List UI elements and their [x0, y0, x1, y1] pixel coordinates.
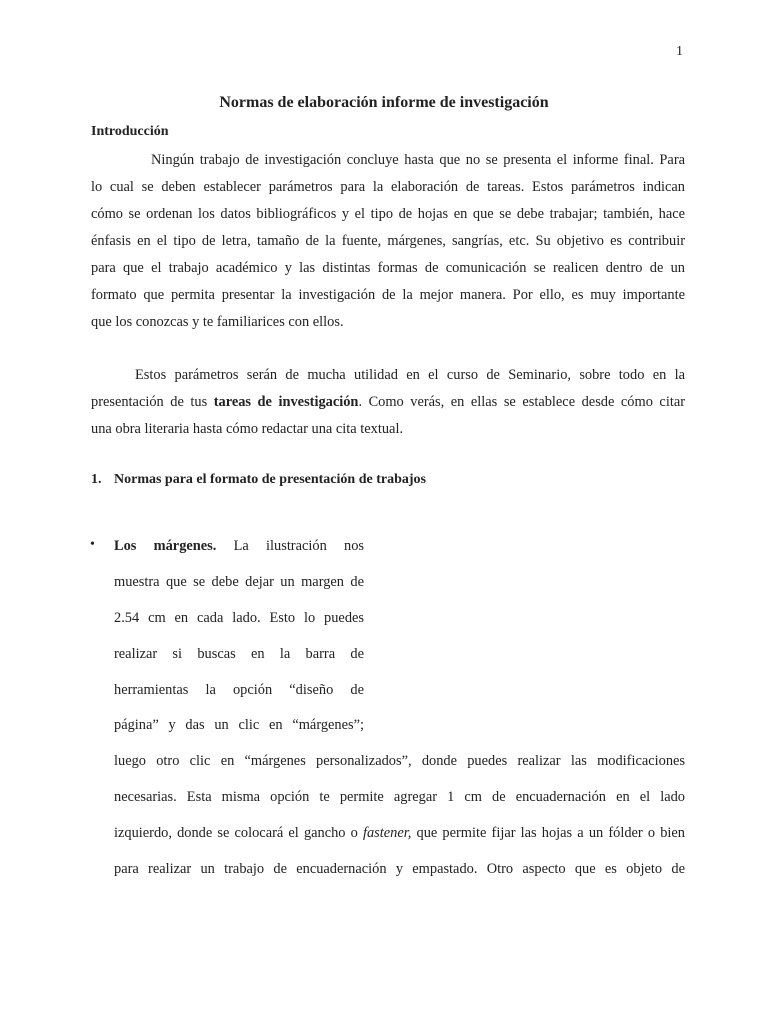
- bullet-line: [114, 823, 685, 843]
- paragraph-line: [91, 392, 685, 412]
- page-number: 1: [676, 44, 683, 59]
- paragraph-line: cómo se ordenan los datos bibliográficos y el tipo de hojas en que se debe trabajar; también, hace: [91, 206, 685, 222]
- bullet-line: necesarias. Esta misma opción te permite agregar 1 cm de encuadernación en el lado: [114, 789, 685, 805]
- paragraph-text: . Como verás, en ellas se establece desde cómo citar: [358, 394, 685, 410]
- bullet-line: muestra que se debe dejar un margen de: [114, 574, 364, 590]
- intro-heading: Introducción: [91, 124, 169, 139]
- bullet-line: realizar si buscas en la barra de: [114, 646, 364, 662]
- paragraph-line: Ningún trabajo de investigación concluye hasta que no se presenta el informe final. Para: [151, 152, 685, 168]
- bullet-line: 2.54 cm en cada lado. Esto lo puedes: [114, 610, 364, 626]
- paragraph-line: para que el trabajo académico y las distintas formas de comunicación se realicen dentro de un: [91, 260, 685, 276]
- section-heading: [91, 472, 426, 488]
- paragraph-line: una obra literaria hasta cómo redactar una cita textual.: [91, 421, 404, 437]
- italic-term: fastener,: [362, 825, 412, 841]
- bullet-text: que permite fijar las hojas a un fólder o bien: [411, 825, 685, 841]
- paragraph-line: que los conozcas y te familiarices con ellos.: [91, 314, 344, 330]
- section-number: 1.: [91, 472, 102, 487]
- bullet-line: luego otro clic en “márgenes personalizados”, donde puedes realizar las modificaciones: [114, 753, 685, 769]
- paragraph-text: presentación de tus: [91, 394, 214, 410]
- bullet-text: La ilustración nos: [216, 538, 364, 554]
- bullet-text: izquierdo, donde se colocará el gancho o: [114, 825, 363, 841]
- paragraph-line: énfasis en el tipo de letra, tamaño de la fuente, márgenes, sangrías, etc. Su objetivo es contribuir: [91, 233, 685, 249]
- bullet-line: para realizar un trabajo de encuadernación y empastado. Otro aspecto que es objeto de: [114, 861, 685, 877]
- section-title: Normas para el formato de presentación de trabajos: [114, 472, 426, 487]
- bullet-icon: •: [90, 537, 95, 552]
- bullet-lead: Los márgenes.: [114, 538, 217, 554]
- bullet-line: página” y das un clic en “márgenes”;: [114, 717, 364, 733]
- paragraph-line: lo cual se deben establecer parámetros para la elaboración de tareas. Estos parámetros indican: [91, 179, 685, 195]
- paragraph-line: Estos parámetros serán de mucha utilidad en el curso de Seminario, sobre todo en la: [135, 367, 685, 383]
- bold-term: tareas de investigación: [213, 394, 359, 410]
- bullet-line: herramientas la opción “diseño de: [114, 682, 364, 698]
- paragraph-line: formato que permita presentar la investigación de la mejor manera. Por ello, es muy importante: [91, 287, 685, 303]
- bullet-line: [114, 536, 364, 556]
- document-title: Normas de elaboración informe de investigación: [219, 94, 549, 111]
